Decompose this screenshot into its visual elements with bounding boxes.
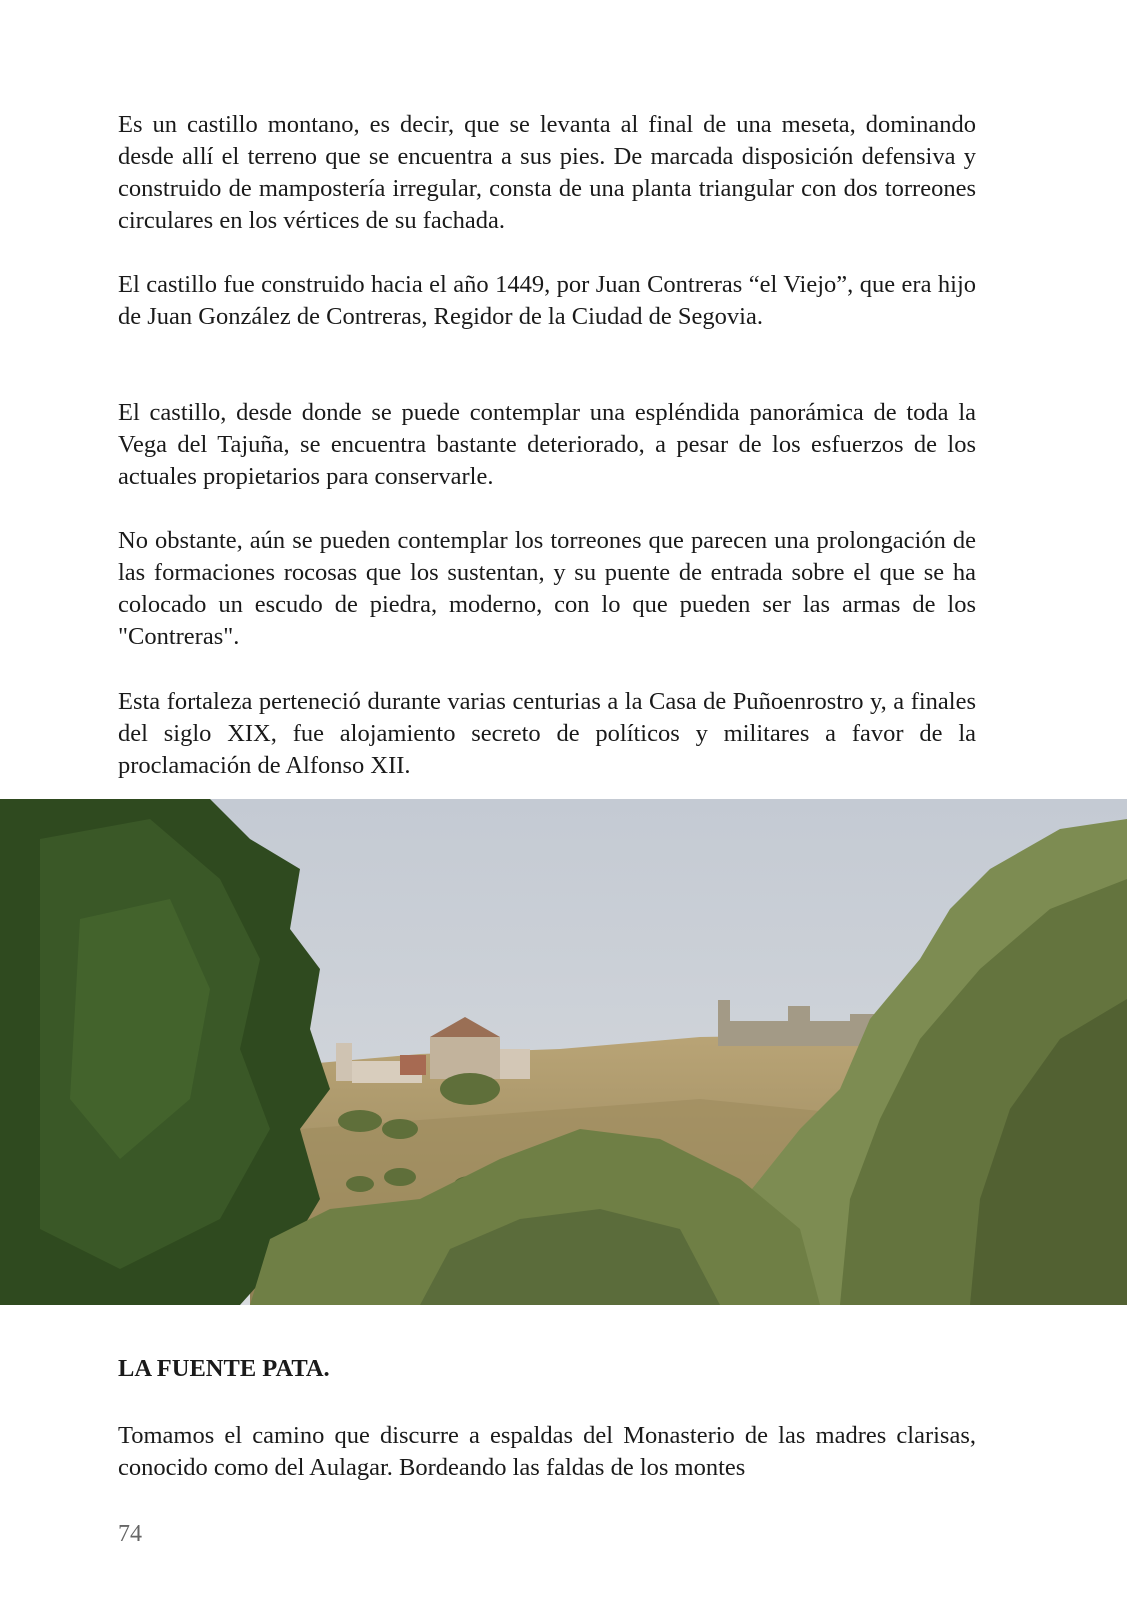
page-number: 74: [118, 1521, 142, 1547]
paragraph-castle-towers: No obstante, aún se pueden contemplar los torreones que parecen una prolongación de las formaciones rocosas que los sustentan, y su puente de entrada sobre el que se ha colocado un escudo de piedra, moderno, con lo que pueden ser las armas de los "Contreras".: [118, 527, 976, 650]
section-heading: LA FUENTE PATA.: [118, 1355, 330, 1382]
paragraph-fuente-pata: Tomamos el camino que discurre a espaldas del Monasterio de las madres clarisas, conocido como del Aulagar. Bordeando las faldas de los montes: [118, 1422, 976, 1481]
paragraph-castle-description: Es un castillo montano, es decir, que se levanta al final de una meseta, dominando desde allí el terreno que se encuentra a sus pies. De marcada disposición defensiva y construido de mampostería irregular, consta de una planta triangular con dos torreones circulares en los vértices de su fachada.: [118, 111, 976, 234]
paragraph-castle-ownership: Esta fortaleza perteneció durante varias centurias a la Casa de Puñoenrostro y, a finales del siglo XIX, fue alojamiento secreto de políticos y militares a favor de la proclamación de Alfonso XII.: [118, 688, 976, 779]
castle-landscape-photo: [0, 799, 1127, 1305]
paragraph-castle-condition: El castillo, desde donde se puede contemplar una espléndida panorámica de toda la Vega del Tajuña, se encuentra bastante deteriorado, a pesar de los esfuerzos de los actuales propietarios para conservarle.: [118, 399, 976, 490]
paragraph-castle-history: El castillo fue construido hacia el año 1449, por Juan Contreras “el Viejo”, que era hijo de Juan González de Contreras, Regidor de la Ciudad de Segovia.: [118, 271, 976, 330]
